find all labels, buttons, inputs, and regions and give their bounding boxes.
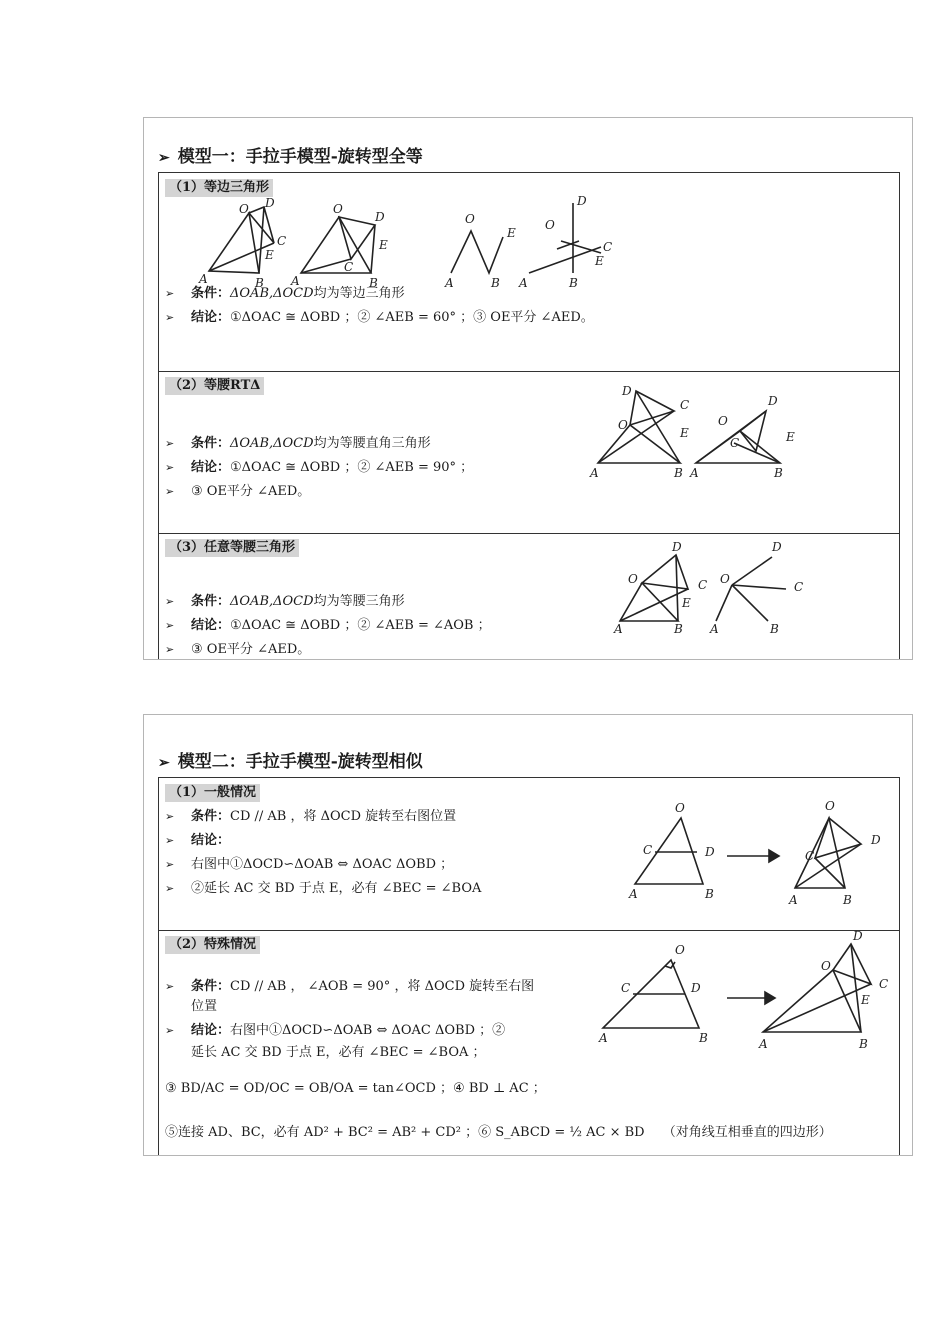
model-two-heading: ➢ 模型二：手拉手模型-旋转型相似 <box>158 752 423 772</box>
fig-before <box>598 943 708 1045</box>
arrow-bullet-icon: ➢ <box>165 643 175 656</box>
svg-text:C: C <box>277 234 287 248</box>
model-one-card <box>143 117 913 660</box>
section-title: （2）等腰RTΔ <box>165 377 264 395</box>
section-equilateral <box>159 173 899 372</box>
conclusion-line: ➢ 结论：①ΔOAC ≅ ΔOBD ；② ∠AEB = 60° ；③ OE平分 ∠AED。 <box>165 310 594 325</box>
svg-text:C: C <box>344 260 354 274</box>
section-special <box>159 930 899 1156</box>
svg-text:D: D <box>871 833 881 847</box>
condition-line: ➢ 条件：ΔOAB,ΔOCD均为等边三角形 <box>165 286 405 301</box>
triangle-ocd <box>642 555 688 589</box>
section-title: （2）特殊情况 <box>165 936 260 954</box>
svg-text:A: A <box>710 622 719 636</box>
svg-text:E: E <box>507 226 516 240</box>
triangle-oab <box>209 213 259 273</box>
triangle-oab-2 <box>763 970 861 1032</box>
svg-text:C: C <box>794 580 804 594</box>
svg-text:A: A <box>759 1037 768 1051</box>
section-any-isosceles <box>159 533 899 660</box>
svg-text:A: A <box>599 1031 608 1045</box>
arrow-bullet-icon: ➢ <box>165 619 175 632</box>
svg-text:O: O <box>821 959 831 973</box>
broken-triangle-3 <box>451 231 503 273</box>
svg-text:C: C <box>730 436 740 450</box>
svg-text:B: B <box>569 276 578 290</box>
rotation-arrow-icon <box>727 992 775 1004</box>
fig-after <box>758 929 888 1051</box>
svg-text:D: D <box>768 394 778 408</box>
conclusion-line-2: 延长 AC 交 BD 于点 E，必有 ∠BEC = ∠BOA ； <box>191 1045 486 1060</box>
arrow-bullet-icon: ➢ <box>165 437 175 450</box>
svg-text:E: E <box>682 596 691 610</box>
svg-text:E: E <box>861 993 870 1007</box>
condition-line-2: 位置 <box>191 999 218 1014</box>
model-two-card <box>143 714 913 1156</box>
svg-text:E: E <box>265 248 274 262</box>
arrow-bullet-icon: ➢ <box>165 1024 175 1037</box>
arrow-bullet-icon: ➢ <box>165 980 175 993</box>
arrow-bullet-icon: ➢ <box>165 461 175 474</box>
svg-text:O: O <box>628 572 638 586</box>
svg-text:D: D <box>375 210 385 224</box>
fig-1 <box>198 196 286 290</box>
arrow-bullet-icon: ➢ <box>165 485 175 498</box>
svg-text:B: B <box>369 276 378 290</box>
condition-line: ➢ 条件：CD // AB ，将 ΔOCD 旋转至右图位置 <box>165 809 457 824</box>
svg-text:A: A <box>690 466 699 480</box>
conclusion-line-2: ➢ ②延长 AC 交 BD 于点 E，必有 ∠BEC = ∠BOA <box>165 881 482 896</box>
svg-text:O: O <box>825 799 835 813</box>
arrow-bullet-icon: ➢ <box>165 810 175 823</box>
svg-text:A: A <box>199 272 208 286</box>
svg-text:B: B <box>859 1037 868 1051</box>
section-title: （1）一般情况 <box>165 784 260 802</box>
svg-text:O: O <box>465 212 475 226</box>
svg-text:C: C <box>603 240 613 254</box>
arrow-bullet-icon: ➢ <box>165 311 175 324</box>
svg-text:B: B <box>674 466 683 480</box>
fig-2 <box>290 202 388 290</box>
svg-text:O: O <box>545 218 555 232</box>
figure-isosceles-right <box>590 384 824 499</box>
svg-text:A: A <box>291 274 300 288</box>
svg-text:B: B <box>699 1031 708 1045</box>
svg-text:C: C <box>680 398 690 412</box>
svg-text:B: B <box>255 276 264 290</box>
conclusion-line-2: ➢ ③ OE平分 ∠AED。 <box>165 642 311 657</box>
svg-text:C: C <box>621 981 631 995</box>
svg-text:A: A <box>519 276 528 290</box>
triangle-ocd-2 <box>339 217 375 259</box>
conclusion-line-2: ➢ ③ OE平分 ∠AED。 <box>165 484 311 499</box>
condition-line: ➢ 条件：CD // AB ， ∠AOB = 90° ，将 ΔOCD 旋转至右图 <box>165 979 535 994</box>
arrow-bullet-icon: ➢ <box>165 595 175 608</box>
conclusion-line: ➢ 结论：右图中①ΔOCD∽ΔOAB ⇔ ΔOAC ΔOBD ；② <box>165 1023 506 1038</box>
fig-1 <box>589 384 689 480</box>
triangle-oab-2 <box>795 818 845 888</box>
fig-2 <box>709 540 803 636</box>
model-two-frame <box>158 777 900 1156</box>
svg-text:B: B <box>774 466 783 480</box>
arrow-bullet-icon: ➢ <box>158 150 170 166</box>
svg-text:C: C <box>805 849 815 863</box>
figure-special <box>599 929 899 1060</box>
section-title: （1）等边三角形 <box>165 179 273 197</box>
arrow-bullet-icon: ➢ <box>158 755 170 771</box>
svg-text:O: O <box>718 414 728 428</box>
svg-text:E: E <box>379 238 388 252</box>
svg-text:D: D <box>265 196 275 210</box>
svg-text:A: A <box>614 622 623 636</box>
svg-text:B: B <box>674 622 683 636</box>
svg-text:D: D <box>705 845 715 859</box>
triangle-oab <box>620 583 678 621</box>
svg-text:A: A <box>590 466 599 480</box>
conclusion-line: ➢ 结论：①ΔOAC ≅ ΔOBD ；② ∠AEB = ∠AOB ； <box>165 618 491 633</box>
svg-text:E: E <box>680 426 689 440</box>
svg-text:O: O <box>675 801 685 815</box>
svg-text:B: B <box>770 622 779 636</box>
svg-text:B: B <box>705 887 714 901</box>
svg-text:A: A <box>629 887 638 901</box>
conclusion-line: ➢ 结论：①ΔOAC ≅ ΔOBD ；② ∠AEB = 90° ； <box>165 460 474 475</box>
svg-text:A: A <box>445 276 454 290</box>
fig-3 <box>444 212 516 290</box>
fig-4 <box>518 194 612 290</box>
arrow-bullet-icon: ➢ <box>165 834 175 847</box>
arrow-bullet-icon: ➢ <box>165 287 175 300</box>
condition-line: ➢ 条件：ΔOAB,ΔOCD均为等腰三角形 <box>165 594 405 609</box>
conclusion-line-1: ➢ 右图中①ΔOCD∽ΔOAB ⇔ ΔOAC ΔOBD ； <box>165 857 454 872</box>
svg-text:E: E <box>786 430 795 444</box>
svg-text:D: D <box>577 194 587 208</box>
condition-line: ➢ 条件：ΔOAB,ΔOCD均为等腰直角三角形 <box>165 436 431 451</box>
svg-text:A: A <box>789 893 798 907</box>
svg-text:C: C <box>643 843 653 857</box>
triangle-ocd-2 <box>740 411 766 451</box>
arrow-bullet-icon: ➢ <box>165 858 175 871</box>
ratio-line: ③ BD/AC = OD/OC = OB/OA = tan∠OCD ；④ BD ⊥ AC ； <box>165 1081 546 1096</box>
fig-2 <box>689 394 795 480</box>
figure-any-isosceles <box>614 540 834 639</box>
svg-text:O: O <box>239 202 249 216</box>
svg-text:C: C <box>879 977 889 991</box>
svg-text:E: E <box>595 254 604 268</box>
model-one-frame <box>158 172 900 660</box>
svg-text:O: O <box>675 943 685 957</box>
svg-text:B: B <box>843 893 852 907</box>
svg-text:D: D <box>672 540 682 554</box>
fig-1 <box>613 540 707 636</box>
svg-text:O: O <box>720 572 730 586</box>
area-line: ⑤连接 AD、BC，必有 AD² + BC² = AB² + CD² ；⑥ S_ABCD = ½ AC × BD （对角线互相垂直的四边形） <box>165 1125 832 1140</box>
fig-after <box>788 799 881 907</box>
svg-text:D: D <box>691 981 701 995</box>
svg-text:D: D <box>622 384 632 398</box>
svg-text:D: D <box>772 540 782 554</box>
conclusion-label-line: ➢ 结论： <box>165 833 231 848</box>
arrow-bullet-icon: ➢ <box>165 882 175 895</box>
section-general <box>159 778 899 931</box>
svg-text:O: O <box>618 418 628 432</box>
section-title: （3）任意等腰三角形 <box>165 539 299 557</box>
section-isosceles-right <box>159 371 899 534</box>
svg-text:C: C <box>698 578 708 592</box>
triangle-ocd <box>630 391 674 425</box>
figure-general <box>629 794 881 907</box>
svg-text:O: O <box>333 202 343 216</box>
svg-text:B: B <box>491 276 500 290</box>
fig-before <box>628 801 715 901</box>
rotation-arrow-icon <box>727 850 779 862</box>
triangle-ocd-2 <box>815 818 861 858</box>
svg-text:D: D <box>853 929 863 943</box>
model-one-heading: ➢ 模型一：手拉手模型-旋转型全等 <box>158 147 423 167</box>
